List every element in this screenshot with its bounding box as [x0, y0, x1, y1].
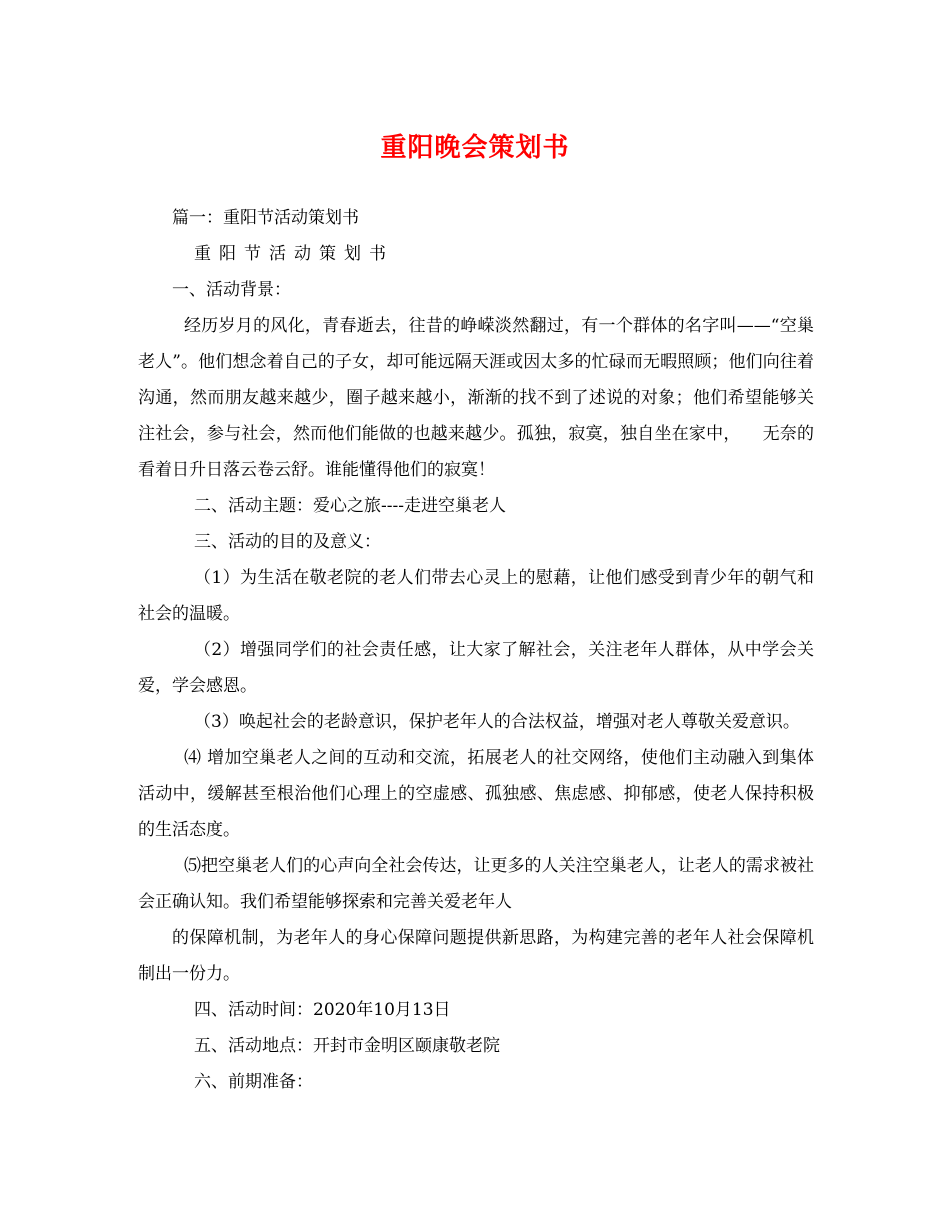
heading-background: 一、活动背景： [172, 280, 291, 300]
section-heading-piece-one: 篇一：重阳节活动策划书 [172, 208, 359, 228]
purpose-item-4: ⑷ 增加空巢老人之间的互动和交流，拓展老人的社交网络，使他们主动融入到集体活动中，缓解甚至根治他们心理上的空虚感、孤独感、焦虑感、抑郁感，使老人保持积极的生活态度。 [138, 748, 814, 840]
purpose-item-2: （2）增强同学们的社会责任感，让大家了解社会，关注老年人群体，从中学会关爱，学会感恩。 [138, 640, 814, 696]
heading-theme: 二、活动主题：爱心之旅----走进空巢老人 [194, 496, 506, 516]
document-title: 重阳晚会策划书 [380, 133, 570, 163]
purpose-item-1: （1）为生活在敬老院的老人们带去心灵上的慰藉，让他们感受到青少年的朝气和社会的温暖。 [138, 568, 814, 624]
heading-time: 四、活动时间：2020年10月13日 [194, 1000, 451, 1020]
purpose-item-5: ⑸把空巢老人们的心声向全社会传达，让更多的人关注空巢老人，让老人的需求被社会正确认知。我们希望能够探索和完善关爱老年人 [138, 856, 814, 912]
paragraph-background-text: 经历岁月的风化，青春逝去，往昔的峥嵘淡然翻过，有一个群体的名字叫——“空巢老人”。他们想念着自己的子女，却可能远隔天涯或因太多的忙碌而无暇照顾；他们向往着沟通，然而朋友越来越少，圈子越来越小，渐渐的找不到了述说的对象；他们希望能够关注社会，参与社会，然而他们能做的也越来越少。孤独，寂寞，独自坐在家中， [138, 316, 814, 444]
heading-location: 五、活动地点：开封市金明区颐康敬老院 [194, 1036, 500, 1056]
subtitle-plan: 重阳节活动策划书 [194, 244, 394, 264]
paragraph-background [138, 308, 814, 488]
purpose-item-5-continued: 的保障机制，为老年人的身心保障问题提供新思路，为构建完善的老年人社会保障机制出一份力。 [138, 928, 814, 984]
heading-preparation: 六、前期准备： [194, 1072, 313, 1092]
heading-purpose: 三、活动的目的及意义： [194, 532, 381, 552]
document-body [138, 200, 814, 1100]
purpose-item-3: （3）唤起社会的老龄意识，保护老年人的合法权益，增强对老人尊敬关爱意识。 [194, 712, 800, 732]
paragraph-background-tail: 无奈的看着日升日落云卷云舒。谁能懂得他们的寂寞！ [138, 424, 815, 480]
